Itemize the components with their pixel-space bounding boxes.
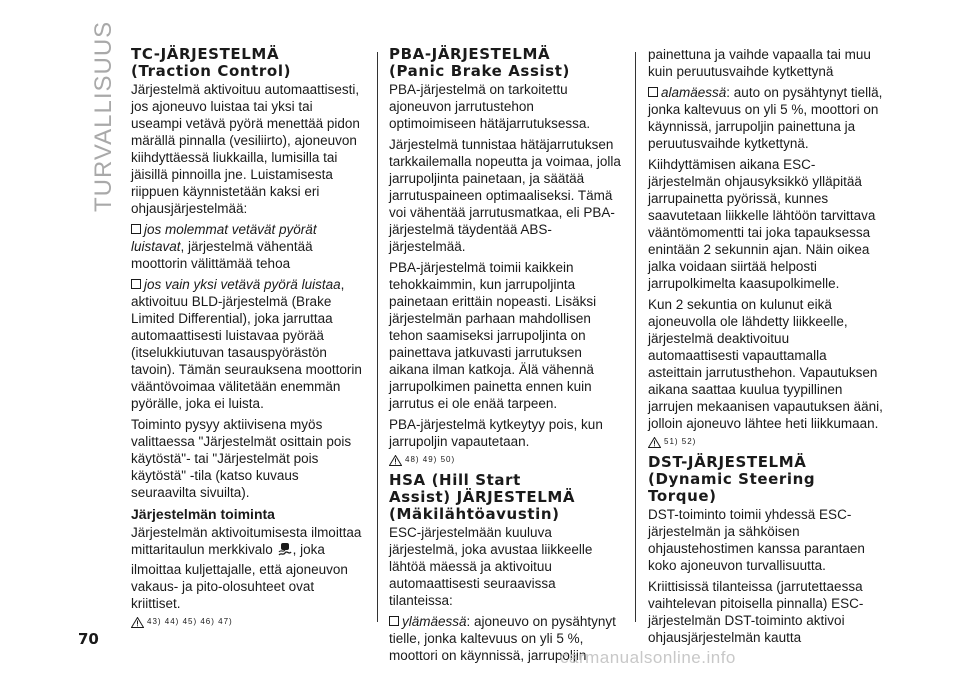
warning-triangle-icon bbox=[389, 455, 402, 466]
hsa-heading bbox=[389, 472, 621, 523]
tc-subheading: Järjestelmän toiminta bbox=[131, 506, 275, 522]
section-side-title bbox=[86, 20, 117, 218]
hsa-heading-line1: HSA (Hill Start bbox=[389, 471, 521, 489]
side-title-text: TURVALLISUUS bbox=[90, 20, 117, 212]
pba-paragraph-1: PBA-järjestelmä on tarkoitettu ajoneuvon jarrutustehon optimoimiseen hätäjarrutuksessa. bbox=[389, 82, 591, 131]
tc-bullet-1-text: , järjestelmä vähentää moottorin välittämää tehoa bbox=[131, 239, 313, 271]
tc-paragraph-3 bbox=[131, 524, 363, 612]
hsa-warning-refs bbox=[648, 436, 883, 448]
watermark: carmanualsonline.info bbox=[560, 648, 736, 667]
pba-paragraph-4: PBA-järjestelmä kytkeytyy pois, kun jarrupoljin vapautetaan. bbox=[389, 417, 603, 449]
column-divider-2 bbox=[635, 52, 636, 622]
dst-heading-line3: Torque) bbox=[648, 487, 717, 505]
tc-heading bbox=[131, 46, 363, 80]
tc-p3-part1: Järjestelmän aktivoitumisesta ilmoittaa mittaritaulun merkkivalo bbox=[131, 525, 362, 557]
tc-bullet-1 bbox=[131, 221, 363, 272]
tc-refs-text: 43) 44) 45) 46) 47) bbox=[147, 617, 233, 626]
esc-warning-lamp-icon bbox=[277, 541, 293, 561]
hsa-bullet-1-text: : ajoneuvo on pysähtynyt tielle, jonka kaltevuus on yli 5 %, moottori on käynnissä, jarrupoljin bbox=[389, 614, 616, 663]
tc-bullet-2-text: , aktivoituu BLD-järjestelmä (Brake Limited Differential), joka jarruttaa automaattisesti luistavaa pyörää (itselukkiutuvan tasauspyörästön tavoin). Tämän seurauksena moottorin vääntövoimaa välitetään enemmän pyörälle, joka ei luista. bbox=[131, 277, 362, 411]
tc-heading-line1: TC-JÄRJESTELMÄ bbox=[131, 45, 280, 63]
dst-heading-line2: (Dynamic Steering bbox=[648, 470, 816, 488]
bullet-icon bbox=[648, 87, 658, 97]
tc-bullet-1-italic: jos molemmat vetävät pyörät luistavat bbox=[131, 222, 317, 254]
hsa-bullet-1-italic: ylämäessä bbox=[402, 614, 467, 629]
pba-heading bbox=[389, 46, 621, 80]
pba-refs-text: 48) 49) 50) bbox=[405, 455, 456, 464]
hsa-heading-line3: (Mäkilähtöavustin) bbox=[389, 505, 560, 523]
column-pba-hsa bbox=[389, 46, 621, 668]
tc-bullet-2 bbox=[131, 276, 363, 412]
column-divider-1 bbox=[377, 52, 378, 622]
dst-paragraph-1: DST-toiminto toimii yhdessä ESC-järjestelmän ja sähköisen ohjaustehostimen kanssa parantaen koko ajoneuvon turvallisuutta. bbox=[648, 507, 865, 573]
pba-heading-line2: (Panic Brake Assist) bbox=[389, 62, 570, 80]
page-number: 70 bbox=[78, 630, 99, 648]
tc-heading-line2: (Traction Control) bbox=[131, 62, 292, 80]
hsa-paragraph-2: Kiihdyttämisen aikana ESC-järjestelmän ohjausyksikkö ylläpitää jarrupainetta pyörissä, kunnes saavutetaan liikkelle lähtöön tarvittava vääntömomentti tai joka tapauksessa enintään 2 sekunnin ajan. Näin oikea jalka voidaan siirtää helposti jarrupolkimelta kaasupolkimelle. bbox=[648, 157, 876, 291]
tc-paragraph-2: Toiminto pysyy aktiivisena myös valittaessa "Järjestelmät osittain pois käytöstä"- tai "Järjestelmät pois käytöstä" -tila (katso kuvaus seuraavilta sivuilta). bbox=[131, 417, 352, 500]
tc-p3-part2: , joka ilmoittaa kuljettajalle, että ajoneuvon vakaus- ja pito-olosuhteet ovat kriittiset. bbox=[131, 542, 348, 611]
column-tc bbox=[131, 46, 363, 634]
tc-bullet-2-italic: jos vain yksi vetävä pyörä luistaa bbox=[144, 277, 341, 292]
tc-intro: Järjestelmä aktivoituu automaattisesti, jos ajoneuvo luistaa tai yksi tai useampi vetävä pyörä menettää pidon märällä pinnalla (vesiliirto), ajoneuvon kiihdyttäessä liukkailla, lumisilla tai jäisillä pinnoilla jne. Luistamisesta riippuen käynnistetään kaksi eri ohjausjärjestelmää: bbox=[131, 82, 360, 216]
hsa-paragraph-3: Kun 2 sekuntia on kulunut eikä ajoneuvolla ole lähdetty liikkeelle, järjestelmä deaktivoituu automaattisesti vapauttamalla asteittain jarrutusthehon. Vapautuksen aikana saattaa kuulua tyypillinen jarrujen mekaanisen vapautuksen ääni, jolloin ajoneuvo lähtee heti liikkumaan. bbox=[648, 297, 883, 431]
bullet-icon bbox=[131, 279, 141, 289]
pba-paragraph-3: PBA-järjestelmä toimii kaikkein tehokkaimmin, kun jarrupoljinta painetaan erittäin nopeasti. Lisäksi järjestelmän parhaan mahdollisen tehon saamiseksi jarrupoljinta on painettava jatkuvasti jarrutuksen aikana ilman katkoja. Älä vähennä jarrupolkimen painetta ennen kuin jarrutus ei ole enää tarpeen. bbox=[389, 260, 597, 411]
bullet-icon bbox=[389, 616, 399, 626]
tc-warning-refs bbox=[131, 616, 363, 628]
dst-heading bbox=[648, 454, 883, 505]
pba-heading-line1: PBA-JÄRJESTELMÄ bbox=[389, 45, 551, 63]
hsa-continued: painettuna ja vaihde vapaalla tai muu kuin peruutusvaihde kytkettynä bbox=[648, 47, 871, 79]
dst-heading-line1: DST-JÄRJESTELMÄ bbox=[648, 453, 807, 471]
bullet-icon bbox=[131, 224, 141, 234]
hsa-bullet-2-italic: alamäessä bbox=[661, 85, 727, 100]
pba-paragraph-2: Järjestelmä tunnistaa hätäjarrutuksen tarkkailemalla nopeutta ja voimaa, jolla jarrupoljinta painetaan, ja säätää jarrutuspaineen optimaaliseksi. Tämä voi vähentää jarrutusmatkaa, eli PBA-järjestelmä täydentää ABS-järjestelmää. bbox=[389, 137, 621, 254]
column-hsa-dst bbox=[648, 46, 883, 650]
warning-triangle-icon bbox=[648, 437, 661, 448]
dst-paragraph-2: Kriittisissä tilanteissa (jarrutettaessa vaihtelevan pitoisella pinnalla) ESC-järjestelmän DST-toiminto aktivoi ohjausjärjestelmän kautta bbox=[648, 579, 864, 645]
hsa-paragraph-1: ESC-järjestelmään kuuluva järjestelmä, joka avustaa liikkeelle lähtöä mäessä ja aktivoituu automaattisesti seuraavissa tilanteissa: bbox=[389, 525, 593, 608]
warning-triangle-icon bbox=[131, 617, 144, 628]
hsa-bullet-2 bbox=[648, 84, 883, 152]
hsa-bullet-2-text: : auto on pysähtynyt tiellä, jonka kaltevuus on yli 5 %, moottori on käynnissä, jarrupoljin painettuna ja peruutusvaihde kytkettynä. bbox=[648, 85, 883, 151]
pba-warning-refs bbox=[389, 454, 621, 466]
hsa-heading-line2: Assist) JÄRJESTELMÄ bbox=[389, 488, 576, 506]
hsa-refs-text: 51) 52) bbox=[664, 437, 697, 446]
